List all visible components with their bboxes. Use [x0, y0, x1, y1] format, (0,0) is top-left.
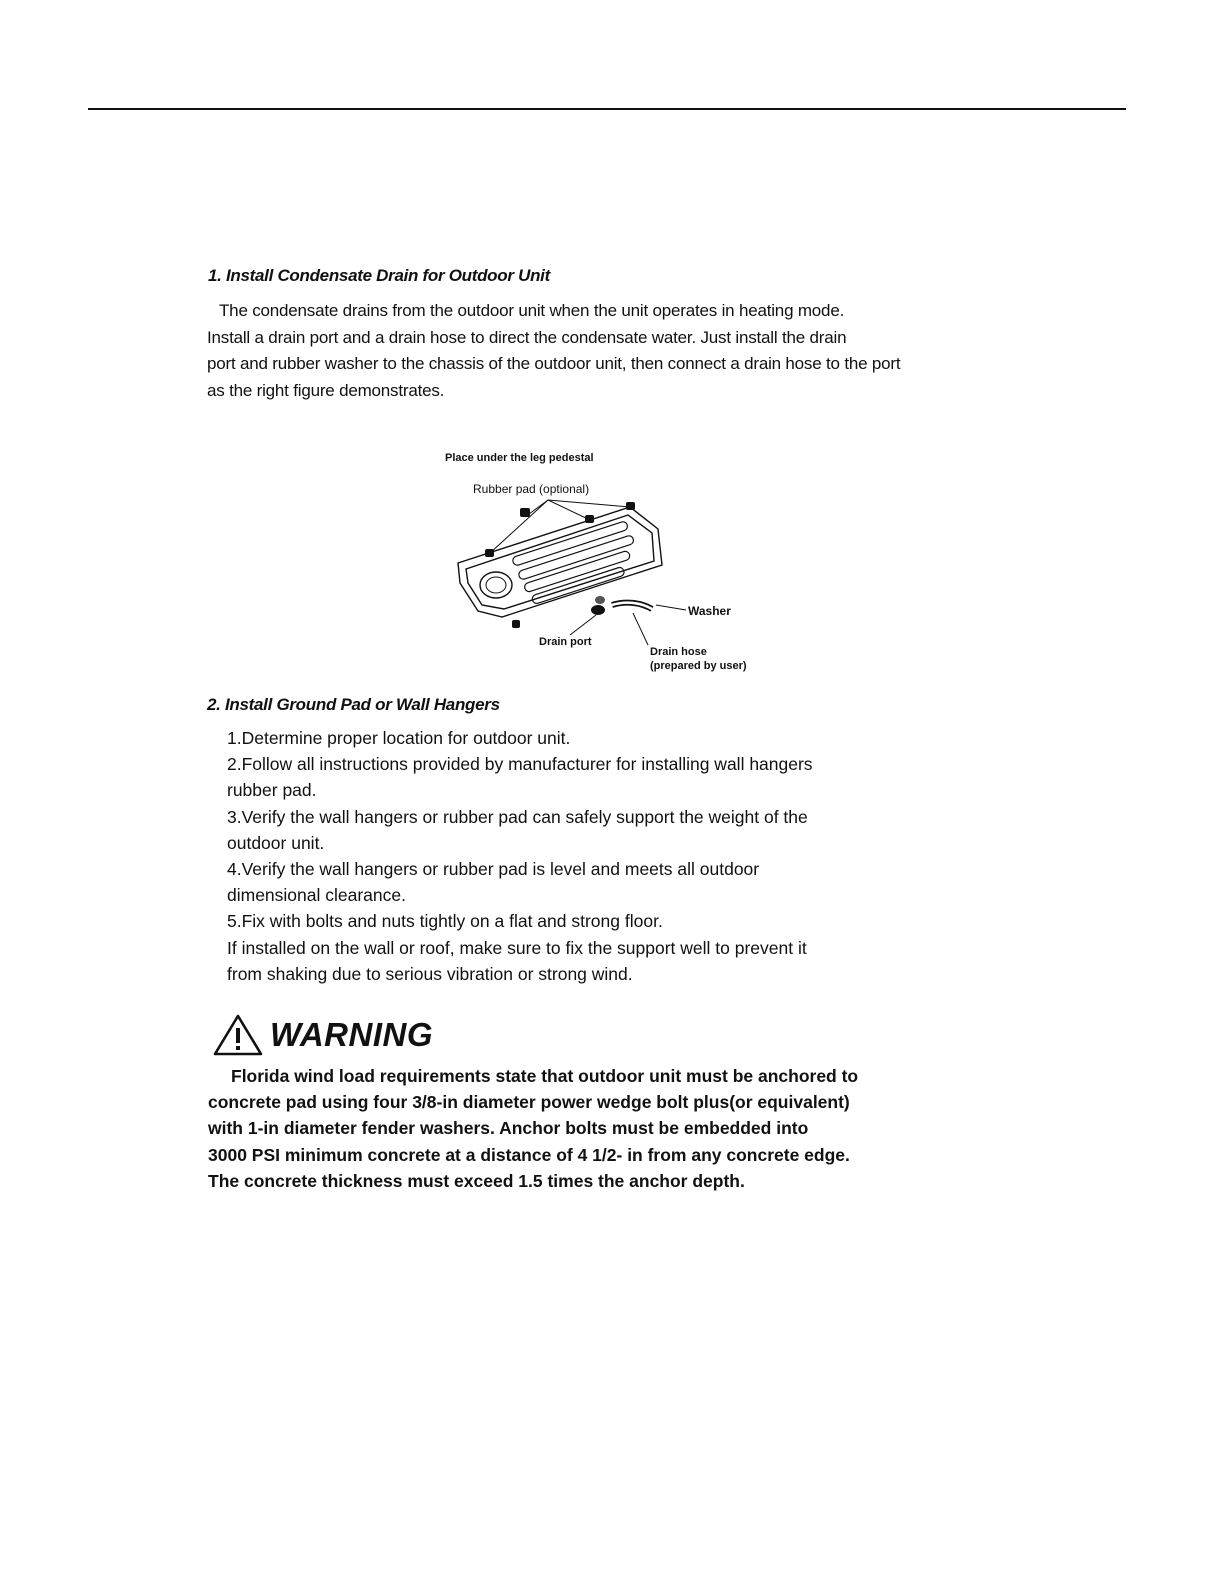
- warning-line: with 1-in diameter fender washers. Anchor bolts must be embedded into: [208, 1118, 809, 1139]
- section-1-line: port and rubber washer to the chassis of the outdoor unit, then connect a drain hose to the port: [207, 354, 901, 373]
- warning-triangle-icon: [212, 1013, 264, 1057]
- warning-line: concrete pad using four 3/8-in diameter power wedge bolt plus(or equivalent): [208, 1092, 850, 1113]
- section-1-heading: 1. Install Condensate Drain for Outdoor Unit: [208, 266, 550, 285]
- label-rubber-pad: Rubber pad (optional): [473, 482, 590, 496]
- label-drain-port: Drain port: [539, 636, 592, 648]
- list-item: rubber pad.: [227, 780, 317, 801]
- label-drain-hose: Drain hose: [650, 646, 707, 658]
- section-1-line: The condensate drains from the outdoor unit when the unit operates in heating mode.: [219, 301, 845, 320]
- list-item: 5.Fix with bolts and nuts tightly on a flat and strong floor.: [227, 911, 663, 932]
- warning-line: 3000 PSI minimum concrete at a distance of 4 1/2- in from any concrete edge.: [208, 1144, 850, 1165]
- list-item: outdoor unit.: [227, 832, 325, 853]
- list-item: 4.Verify the wall hangers or rubber pad is level and meets all outdoor: [227, 859, 760, 880]
- warning-line: Florida wind load requirements state that outdoor unit must be anchored to: [231, 1066, 859, 1086]
- label-prepared-by-user: (prepared by user): [650, 660, 747, 672]
- list-item: from shaking due to serious vibration or strong wind.: [227, 963, 633, 984]
- warning-title-text: WARNING: [270, 1016, 433, 1053]
- section-1-body: [207, 298, 900, 404]
- drain-installation-figure: [430, 445, 780, 680]
- list-item: 2.Follow all instructions provided by manufacturer for installing wall hangers: [227, 754, 813, 775]
- list-item: dimensional clearance.: [227, 885, 406, 906]
- list-item: If installed on the wall or roof, make sure to fix the support well to prevent it: [227, 937, 807, 958]
- section-2-heading: 2. Install Ground Pad or Wall Hangers: [207, 695, 500, 714]
- label-washer: Washer: [688, 604, 731, 618]
- section-1-line: as the right figure demonstrates.: [207, 380, 445, 400]
- chassis-drawing: [430, 445, 780, 680]
- header-rule: [88, 108, 1126, 110]
- list-item: 3.Verify the wall hangers or rubber pad can safely support the weight of the: [227, 806, 808, 827]
- section-1-line: Install a drain port and a drain hose to direct the condensate water. Just install the drain: [207, 327, 847, 347]
- section-2-list: [227, 725, 813, 987]
- warning-title: [212, 1010, 433, 1060]
- warning-body: [208, 1063, 858, 1194]
- list-item: 1.Determine proper location for outdoor unit.: [227, 728, 571, 748]
- warning-line: The concrete thickness must exceed 1.5 times the anchor depth.: [208, 1170, 745, 1191]
- label-pedestal: Place under the leg pedestal: [445, 452, 594, 464]
